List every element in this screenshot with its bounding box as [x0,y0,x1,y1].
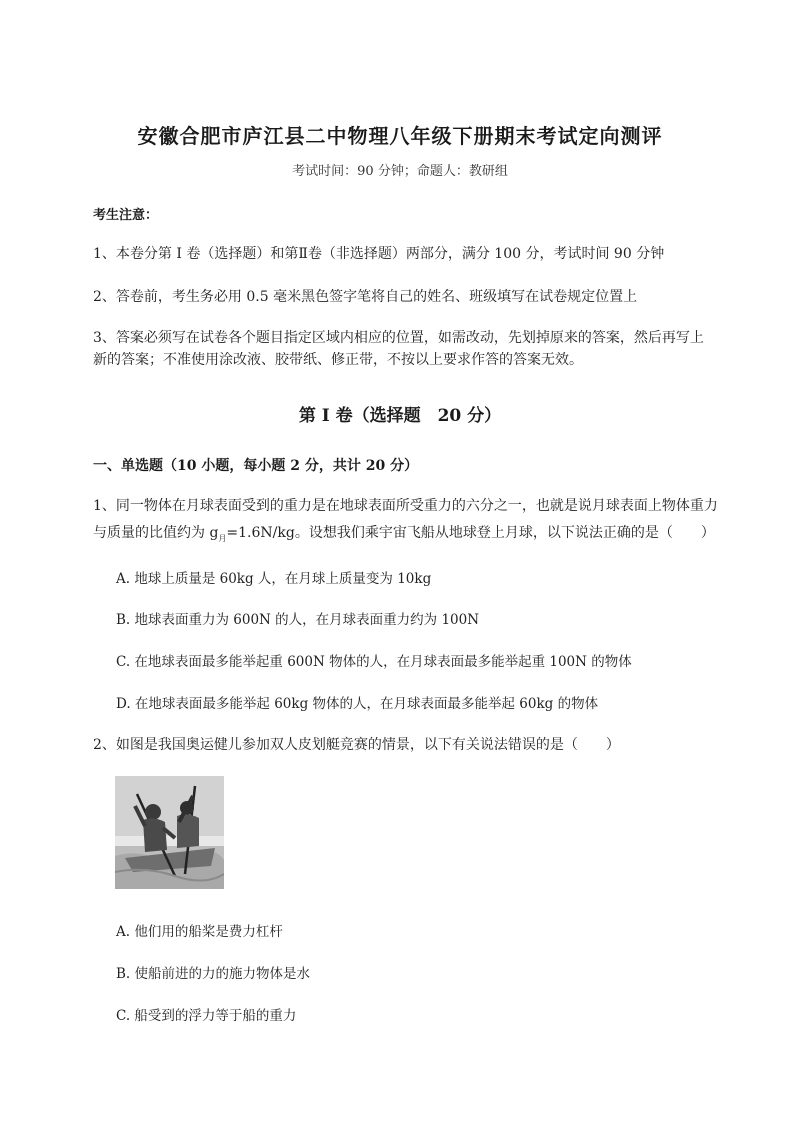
question-1-stem-line-2 [93,522,715,550]
notice-item-2: 2、答卷前，考生务必用 0.5 毫米黑色签字笔将自己的姓名、班级填写在试卷规定位置上 [93,289,638,305]
notice-item-1: 1、本卷分第 I 卷（选择题）和第Ⅱ卷（非选择题）两部分，满分 100 分，考试时间 90 分钟 [93,246,665,262]
canoe-photo [115,776,224,889]
question-2-option-c: C. 船受到的浮力等于船的重力 [116,1008,297,1024]
exam-title: 安徽合肥市庐江县二中物理八年级下册期末考试定向测评 [137,124,663,148]
question-1-stem-pre: 与质量的比值约为 g [93,525,219,541]
question-2-option-a: A. 他们用的船桨是费力杠杆 [116,924,283,940]
part-heading: 一、单选题（10 小题，每小题 2 分，共计 20 分） [93,458,419,474]
question-1-option-c: C. 在地球表面最多能举起重 600N 物体的人，在月球表面最多能举起重 100N 的物体 [116,654,632,670]
question-1-stem-post: =1.6N/kg。设想我们乘宇宙飞船从地球登上月球，以下说法正确的是（ ） [226,525,715,541]
exam-subtitle: 考试时间：90 分钟；命题人：教研组 [292,164,508,179]
question-1-option-a: A. 地球上质量是 60kg 人，在月球上质量变为 10kg [116,571,432,587]
question-1-stem-subscript: 月 [218,533,227,543]
question-1-option-d: D. 在地球表面最多能举起 60kg 物体的人，在月球表面最多能举起 60kg 的物体 [116,696,599,712]
question-1-stem-line-1: 1、同一物体在月球表面受到的重力是在地球表面所受重力的六分之一，也就是说月球表面上物体重力 [93,498,718,514]
question-2-option-b: B. 使船前进的力的施力物体是水 [116,966,311,982]
notice-item-3: 3、答案必须写在试卷各个题目指定区域内相应的位置，如需改动，先划掉原来的答案，然后再写上新的答案；不准使用涂改液、胶带纸、修正带，不按以上要求作答的答案无效。 [93,330,704,368]
section-title: 第 I 卷（选择题 20 分） [298,406,502,426]
question-2-stem: 2、如图是我国奥运健儿参加双人皮划艇竞赛的情景，以下有关说法错误的是（ ） [93,737,620,753]
notice-heading: 考生注意： [93,208,159,223]
question-1-option-b: B. 地球表面重力为 600N 的人，在月球表面重力约为 100N [116,612,480,628]
